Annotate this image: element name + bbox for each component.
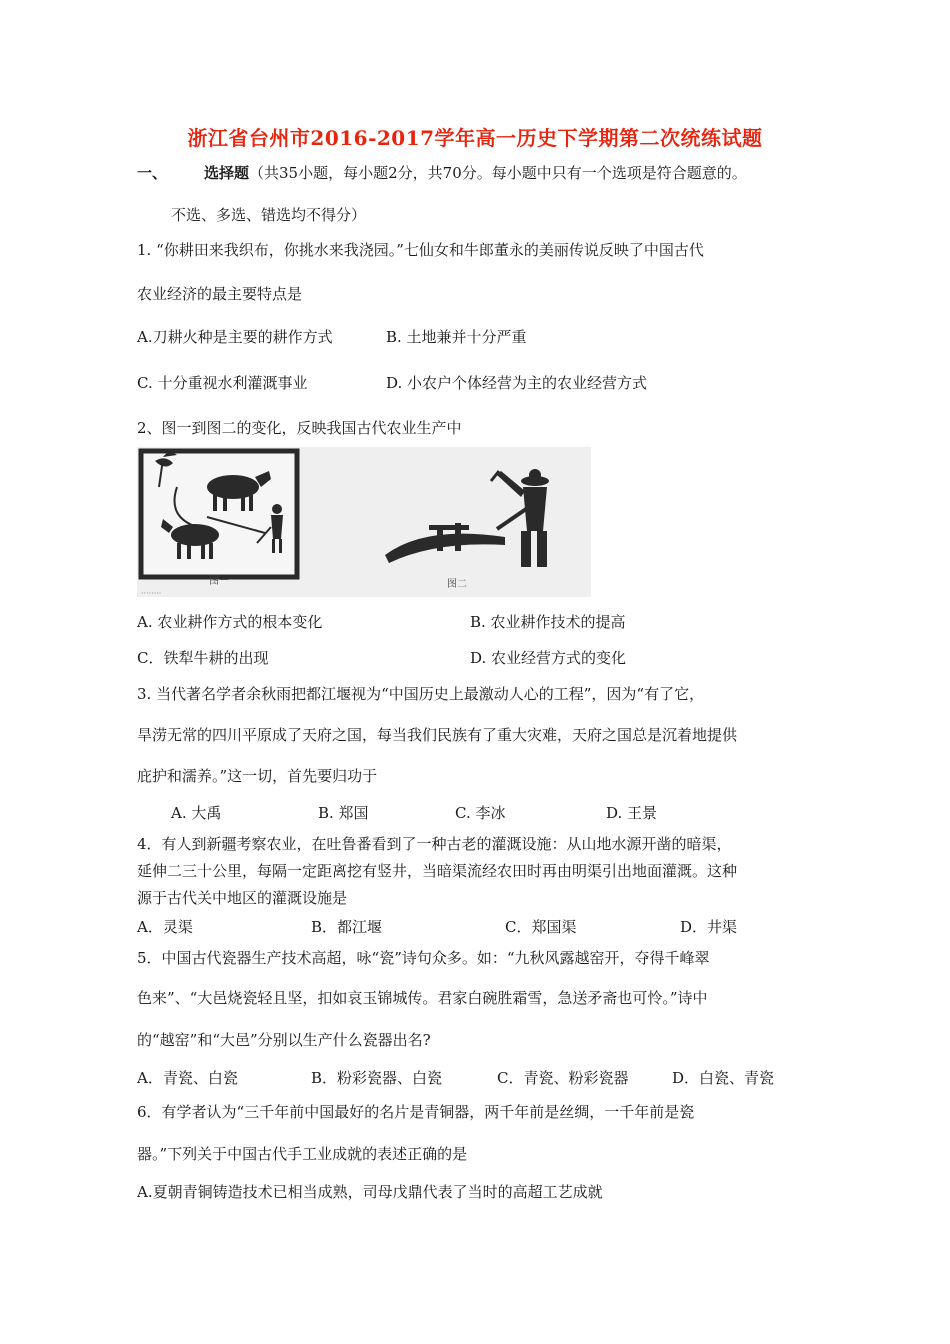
figure-one-caption-fragment: ········ [141, 589, 162, 597]
q3-stem-line-3: 庇护和濡养。”这一切，首先要归功于 [137, 767, 378, 785]
section-note: （共35小题，每小题2分，共70分。每小题中只有一个选项是符合题意的。 [249, 164, 747, 182]
plowing-figure [137, 447, 591, 597]
q3-stem-line-1: 3. 当代著名学者余秋雨把都江堰视为“中国历史上最激动人心的工程”，因为“有了它， [137, 685, 705, 703]
q5-option-b: B．粉彩瓷器、白瓷 [311, 1069, 443, 1087]
q3-option-a: A. 大禹 [171, 804, 222, 822]
q3-option-c: C. 李冰 [455, 804, 506, 822]
figure-one-mural [141, 451, 297, 577]
figure-one-label: 图一 [209, 576, 229, 587]
q3-option-d: D. 王景 [606, 804, 658, 822]
q3-option-b: B. 郑国 [318, 804, 369, 822]
q4-option-a: A．灵渠 [137, 918, 193, 936]
q2-stem-line-1: 2、图一到图二的变化，反映我国古代农业生产中 [137, 419, 462, 437]
section-number: 一、 [137, 164, 168, 182]
q6-stem-line-2: 器。”下列关于中国古代手工业成就的表述正确的是 [137, 1145, 468, 1163]
q2-option-a: A. 农业耕作方式的根本变化 [137, 613, 323, 631]
q1-option-b: B. 土地兼并十分严重 [386, 328, 527, 346]
page-title: 浙江省台州市2016-2017学年高一历史下学期第二次统练试题 [187, 126, 763, 150]
q4-stem-line-3: 源于古代关中地区的灌溉设施是 [137, 889, 348, 907]
q4-option-d: D．井渠 [680, 918, 738, 936]
q1-option-d: D. 小农户个体经营为主的农业经营方式 [386, 374, 648, 392]
q1-option-a: A.刀耕火种是主要的耕作方式 [137, 328, 333, 346]
section-name: 选择题 [204, 164, 250, 182]
q4-option-c: C．郑国渠 [505, 918, 577, 936]
q1-option-c: C. 十分重视水利灌溉事业 [137, 374, 308, 392]
q2-option-c: C．铁犁牛耕的出现 [137, 649, 269, 667]
q5-stem-line-2: 色来”、“大邑烧瓷轻且坚，扣如哀玉锦城传。君家白碗胜霜雪，急送矛斋也可怜。”诗中 [137, 989, 708, 1007]
q6-option-a: A.夏朝青铜铸造技术已相当成熟，司母戊鼎代表了当时的高超工艺成就 [137, 1183, 603, 1201]
q5-stem-line-3: 的“越窑”和“大邑”分别以生产什么瓷器出名? [137, 1031, 431, 1049]
q1-stem-line-1: 1. “你耕田来我织布，你挑水来我浇园。”七仙女和牛郎董永的美丽传说反映了中国古代 [137, 241, 704, 259]
q2-option-d: D. 农业经营方式的变化 [470, 649, 627, 667]
q4-option-b: B．都江堰 [311, 918, 383, 936]
q5-option-a: A．青瓷、白瓷 [137, 1069, 238, 1087]
q5-stem-line-1: 5．中国古代瓷器生产技术高超，咏“瓷”诗句众多。如：“九秋风露越窑开，夺得千峰翠 [137, 949, 710, 967]
section-note-2: 不选、多选、错选均不得分） [171, 206, 367, 224]
q5-option-c: C．青瓷、粉彩瓷器 [497, 1069, 629, 1087]
figure-two-label: 图二 [447, 579, 467, 590]
plowing-illustration [137, 447, 591, 597]
q5-option-d: D．白瓷、青瓷 [672, 1069, 775, 1087]
section-header [137, 163, 167, 183]
q4-stem-line-1: 4．有人到新疆考察农业，在吐鲁番看到了一种古老的灌溉设施：从山地水源开凿的暗渠， [137, 835, 732, 853]
figure-two-plow [385, 469, 549, 567]
q3-stem-line-2: 旱涝无常的四川平原成了天府之国，每当我们民族有了重大灾难，天府之国总是沉着地提供 [137, 726, 738, 744]
q1-stem-line-2: 农业经济的最主要特点是 [137, 285, 303, 303]
q6-stem-line-1: 6．有学者认为“三千年前中国最好的名片是青铜器，两千年前是丝绸，一千年前是瓷 [137, 1103, 695, 1121]
q2-option-b: B. 农业耕作技术的提高 [470, 613, 626, 631]
section-heading [204, 163, 747, 183]
q4-stem-line-2: 延伸二三十公里，每隔一定距离挖有竖井，当暗渠流经农田时再由明渠引出地面灌溉。这种 [137, 862, 738, 880]
